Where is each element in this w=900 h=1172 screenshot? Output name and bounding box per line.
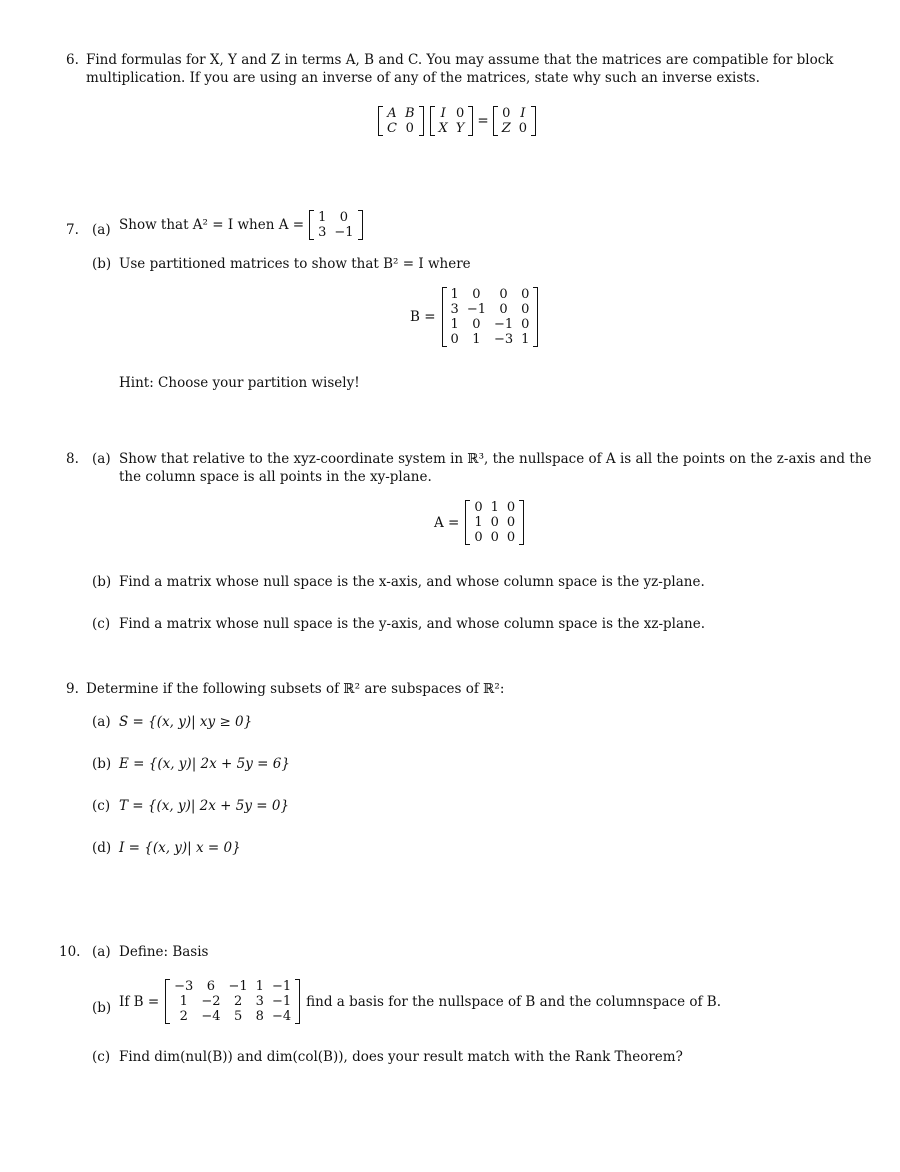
matrix-entry: 6 xyxy=(206,979,216,994)
matrix-entry: Z xyxy=(501,121,511,136)
problem-9-number: 9. xyxy=(66,681,79,697)
matrix-entry: 0 xyxy=(506,515,516,530)
matrix-row xyxy=(447,302,534,317)
matrix-entry: 3 xyxy=(318,225,327,240)
right-bracket xyxy=(531,106,536,136)
matrix-entry: −3 xyxy=(174,979,194,994)
matrix-entry: 1 xyxy=(255,979,264,994)
matrix-entry: 2 xyxy=(233,994,243,1009)
problem-8a-line-2: the column space is all points in the xy-plane. xyxy=(119,469,432,485)
matrix-0iz0 xyxy=(493,106,536,136)
matrix-entry: 1 xyxy=(472,332,481,347)
matrix-row xyxy=(447,332,534,347)
matrix-abc0 xyxy=(378,106,424,136)
matrix-entry: 1 xyxy=(179,994,188,1009)
problem-7-number: 7. xyxy=(66,222,79,238)
matrix-entry: 1 xyxy=(318,210,327,225)
matrix-entry: 0 xyxy=(455,106,465,121)
problem-6-line-2: multiplication. If you are using an inverse of any of the matrices, state why such an inverse exists. xyxy=(86,70,760,86)
matrix-entry: 0 xyxy=(521,287,530,302)
matrix-entry: 3 xyxy=(255,994,264,1009)
problem-7b-label: (b) xyxy=(92,256,112,272)
problem-6-line-1: Find formulas for X, Y and Z in terms A, B and C. You may assume that the matrices are compatible for block xyxy=(86,52,834,68)
matrix-row xyxy=(447,287,534,302)
matrix-row xyxy=(314,210,357,225)
matrix-entry: 0 xyxy=(339,210,349,225)
matrix-entry: 0 xyxy=(490,530,499,545)
matrix-entry: 0 xyxy=(499,302,508,317)
matrix-b-4x4 xyxy=(442,287,539,347)
matrix-grid xyxy=(170,979,295,1024)
problem-9a-text: S = {(x, y)| xy ≥ 0} xyxy=(119,714,253,730)
problem-10a-text: Define: Basis xyxy=(119,944,209,960)
matrix-entry: 5 xyxy=(233,1009,243,1024)
matrix-entry: −4 xyxy=(201,1009,221,1024)
matrix-row xyxy=(498,106,531,121)
problem-6-number: 6. xyxy=(66,52,79,68)
a-equals-label: A = xyxy=(434,514,460,531)
matrix-entry: −1 xyxy=(334,225,354,240)
matrix-entry: −4 xyxy=(271,1009,292,1024)
matrix-grid xyxy=(470,500,519,545)
matrix-grid xyxy=(498,106,531,136)
right-bracket xyxy=(519,500,524,545)
problem-9c-text: T = {(x, y)| 2x + 5y = 0} xyxy=(119,798,290,814)
matrix-entry: −1 xyxy=(271,979,292,994)
matrix-grid xyxy=(447,287,534,347)
matrix-entry: 0 xyxy=(506,500,516,515)
matrix-entry: X xyxy=(438,121,448,136)
matrix-a-3x3 xyxy=(465,500,524,545)
problem-7a xyxy=(119,210,363,240)
matrix-grid xyxy=(314,210,357,240)
matrix-entry: 0 xyxy=(472,317,481,332)
matrix-entry: −1 xyxy=(228,979,248,994)
matrix-row xyxy=(435,121,469,136)
matrix-entry: 3 xyxy=(450,302,459,317)
matrix-entry: A xyxy=(387,106,397,121)
matrix-entry: 0 xyxy=(474,500,483,515)
problem-10b-post: find a basis for the nullspace of B and the columnspace of B. xyxy=(306,993,721,1010)
problem-10b-pre: If B = xyxy=(119,993,160,1010)
matrix-entry: 8 xyxy=(255,1009,264,1024)
problem-7a-text: Show that A² = I when A = xyxy=(119,217,305,233)
matrix-entry: 0 xyxy=(518,121,528,136)
matrix-entry: I xyxy=(440,106,446,121)
matrix-entry: −1 xyxy=(493,317,514,332)
problem-8c-text: Find a matrix whose null space is the y-axis, and whose column space is the xz-plane. xyxy=(119,616,705,632)
matrix-entry: 0 xyxy=(521,317,530,332)
matrix-entry: 1 xyxy=(450,287,459,302)
matrix-entry: 0 xyxy=(506,530,516,545)
problem-10c-label: (c) xyxy=(92,1049,111,1065)
right-bracket xyxy=(358,210,363,240)
problem-7a-label: (a) xyxy=(92,222,111,238)
matrix-row xyxy=(170,979,295,994)
problem-7b-matrix-block xyxy=(410,287,538,347)
problem-8b-label: (b) xyxy=(92,574,112,590)
matrix-b-3x5 xyxy=(165,979,300,1024)
matrix-row xyxy=(470,530,519,545)
matrix-a-7 xyxy=(309,210,362,240)
matrix-row xyxy=(470,515,519,530)
problem-8b-text: Find a matrix whose null space is the x-axis, and whose column space is the yz-plane. xyxy=(119,574,705,590)
problem-9b-text: E = {(x, y)| 2x + 5y = 6} xyxy=(119,756,290,772)
matrix-entry: Y xyxy=(455,121,465,136)
matrix-entry: C xyxy=(387,121,397,136)
problem-9a-label: (a) xyxy=(92,714,111,730)
problem-10-number: 10. xyxy=(59,944,81,960)
problem-8-number: 8. xyxy=(66,451,79,467)
matrix-entry: 1 xyxy=(450,317,459,332)
matrix-entry: 0 xyxy=(490,515,499,530)
problem-8a-line-1: Show that relative to the xyz-coordinate system in ℝ³, the nullspace of A is all the points on the z-axis and the xyxy=(119,451,872,467)
matrix-entry: −1 xyxy=(271,994,292,1009)
matrix-row xyxy=(170,1009,295,1024)
right-bracket xyxy=(533,287,538,347)
equals-sign: = xyxy=(477,113,489,129)
matrix-row xyxy=(447,317,534,332)
problem-7b-text: Use partitioned matrices to show that B² = I where xyxy=(119,256,471,272)
matrix-i0xy xyxy=(430,106,474,136)
problem-7-hint: Hint: Choose your partition wisely! xyxy=(119,375,360,391)
matrix-grid xyxy=(435,106,469,136)
matrix-row xyxy=(498,121,531,136)
right-bracket xyxy=(295,979,300,1024)
problem-10a-label: (a) xyxy=(92,944,111,960)
matrix-entry: 0 xyxy=(472,287,481,302)
matrix-entry: 1 xyxy=(521,332,530,347)
matrix-row xyxy=(470,500,519,515)
matrix-row xyxy=(383,121,419,136)
matrix-entry: 1 xyxy=(490,500,499,515)
matrix-entry: −1 xyxy=(466,302,486,317)
problem-9b-label: (b) xyxy=(92,756,112,772)
matrix-entry: −2 xyxy=(201,994,221,1009)
matrix-entry: 0 xyxy=(521,302,530,317)
problem-8c-label: (c) xyxy=(92,616,111,632)
matrix-entry: 0 xyxy=(499,287,508,302)
problem-10b-label: (b) xyxy=(92,1000,112,1016)
right-bracket xyxy=(419,106,424,136)
problem-10b xyxy=(119,979,721,1024)
matrix-entry: 0 xyxy=(405,121,414,136)
b-equals-label: B = xyxy=(410,309,436,325)
matrix-entry: 2 xyxy=(179,1009,188,1024)
problem-9d-label: (d) xyxy=(92,840,112,856)
matrix-row xyxy=(314,225,357,240)
problem-8a-label: (a) xyxy=(92,451,111,467)
problem-9d-text: I = {(x, y)| x = 0} xyxy=(119,840,241,856)
matrix-entry: B xyxy=(404,106,415,121)
matrix-entry: 0 xyxy=(474,530,483,545)
matrix-entry: 0 xyxy=(450,332,459,347)
matrix-grid xyxy=(383,106,419,136)
matrix-entry: −3 xyxy=(493,332,514,347)
matrix-entry: 1 xyxy=(474,515,483,530)
problem-6-equation xyxy=(378,106,536,136)
matrix-row xyxy=(435,106,469,121)
problem-8a-matrix-block xyxy=(434,500,524,545)
matrix-row xyxy=(170,994,295,1009)
problem-9c-label: (c) xyxy=(92,798,111,814)
matrix-entry: I xyxy=(520,106,526,121)
problem-9-text: Determine if the following subsets of ℝ² are subspaces of ℝ²: xyxy=(86,681,505,697)
matrix-row xyxy=(383,106,419,121)
matrix-entry: 0 xyxy=(502,106,511,121)
problem-10c-text: Find dim(nul(B)) and dim(col(B)), does your result match with the Rank Theorem? xyxy=(119,1049,683,1065)
